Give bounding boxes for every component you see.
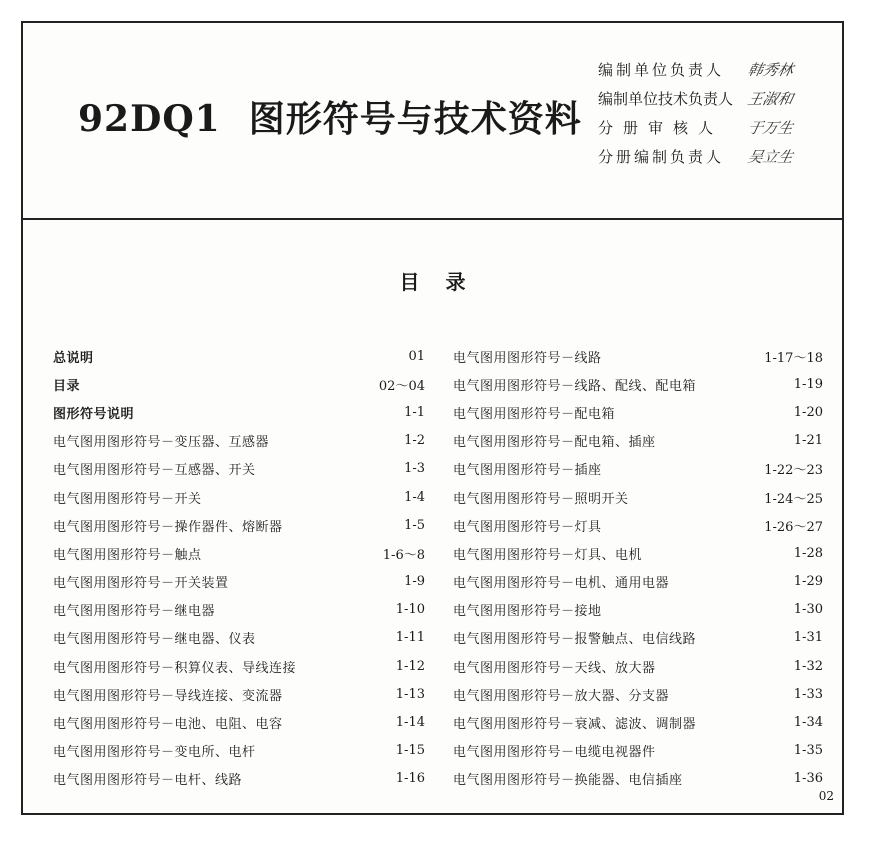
toc-entry-page: 1-28	[793, 545, 823, 561]
toc-entry-title: 电气图用图形符号－变压器、互感器	[53, 435, 270, 451]
toc-entry	[53, 511, 425, 539]
toc-entry-title: 电气图用图形符号－报警触点、电信线路	[453, 632, 697, 648]
toc-entry	[53, 568, 425, 596]
toc-entry-title: 电气图用图形符号－导线连接、变流器	[53, 688, 283, 704]
signer-role: 分册审核人	[598, 119, 724, 137]
signer-role: 编制单位技术负责人	[598, 90, 734, 108]
atlas-code: 92DQ1	[78, 98, 221, 140]
toc-entry-title: 电气图用图形符号－电机、通用电器	[453, 576, 670, 592]
toc-entry-page: 1-3	[404, 461, 425, 477]
toc-entry-title: 电气图用图形符号－积算仪表、导线连接	[53, 660, 297, 676]
toc-entry-page: 1-12	[395, 658, 425, 674]
toc-entry-title: 电气图用图形符号－线路	[453, 350, 602, 366]
toc-entry	[53, 342, 425, 370]
signer-row	[598, 84, 838, 113]
toc-entry	[453, 370, 823, 398]
toc-entry-page: 1-20	[793, 404, 823, 420]
toc-entry-page: 1-15	[395, 743, 425, 759]
toc-entry	[53, 652, 425, 680]
toc-entry-title: 电气图用图形符号－接地	[453, 604, 602, 620]
toc-entry-title: 电气图用图形符号－换能器、电信插座	[453, 773, 683, 789]
toc-entry	[453, 708, 823, 736]
toc-entry-title: 电气图用图形符号－变电所、电杆	[53, 745, 256, 761]
toc-entry	[453, 596, 823, 624]
title-block	[23, 23, 842, 220]
toc-entry	[453, 737, 823, 765]
toc-entry-page: 1-24～25	[764, 491, 823, 507]
toc-heading: 目录	[399, 270, 492, 294]
toc-entry-page: 1-35	[793, 743, 823, 759]
toc-entry-page: 01	[408, 348, 425, 364]
toc-entry	[453, 539, 823, 567]
toc-entry-page: 1-17～18	[764, 350, 823, 366]
toc-entry-title: 电气图用图形符号－天线、放大器	[453, 660, 656, 676]
signature: 吴立生	[745, 148, 795, 166]
toc-entry	[453, 342, 823, 370]
toc-entry-page: 1-6～8	[382, 547, 425, 563]
toc-entry	[53, 398, 425, 426]
toc-entry-page: 1-22～23	[764, 463, 823, 479]
toc-entry	[453, 483, 823, 511]
signer-role: 分册编制负责人	[598, 148, 725, 166]
toc-entry-title: 电气图用图形符号－继电器	[53, 604, 216, 620]
signature: 王淑和	[745, 90, 795, 108]
toc-entry-title: 电气图用图形符号－放大器、分支器	[453, 688, 670, 704]
atlas-title: 图形符号与技术资料	[248, 98, 582, 140]
toc-entry-title: 电气图用图形符号－电杆、线路	[53, 773, 243, 789]
toc-entry-page: 1-34	[793, 715, 823, 731]
toc-entry-title: 电气图用图形符号－开关装置	[53, 576, 229, 592]
toc-entry	[53, 427, 425, 455]
toc-entry-page: 1-30	[793, 602, 823, 618]
toc-entry	[53, 680, 425, 708]
document-page	[21, 21, 844, 815]
toc-entry-page: 1-11	[395, 630, 425, 646]
signature: 于万生	[745, 119, 795, 137]
toc-entry	[453, 427, 823, 455]
toc-entry-title: 电气图用图形符号－灯具	[453, 519, 602, 535]
toc-entry-page: 1-19	[793, 376, 823, 392]
toc-column-right	[453, 342, 823, 793]
toc-entry-title: 电气图用图形符号－灯具、电机	[453, 547, 643, 563]
toc-entry	[53, 737, 425, 765]
toc-entry-title: 电气图用图形符号－互感器、开关	[53, 463, 256, 479]
toc-entry	[453, 568, 823, 596]
toc-entry	[453, 765, 823, 793]
signer-row	[598, 55, 838, 84]
toc-entry-title: 电气图用图形符号－插座	[453, 463, 602, 479]
toc-entry	[453, 624, 823, 652]
signature: 韩秀林	[745, 61, 795, 79]
toc-entry-page: 1-31	[793, 630, 823, 646]
toc-entry	[453, 652, 823, 680]
toc-entry-page: 1-13	[395, 686, 425, 702]
toc-entry	[53, 483, 425, 511]
toc-entry-page: 1-2	[404, 433, 425, 449]
toc-entry-page: 1-33	[793, 686, 823, 702]
toc-entry-page: 1-14	[395, 715, 425, 731]
toc-entry-title: 电气图用图形符号－电缆电视器件	[453, 745, 656, 761]
toc-entry-title: 电气图用图形符号－电池、电阻、电容	[53, 717, 283, 733]
toc-entry	[453, 511, 823, 539]
toc-entry-title: 电气图用图形符号－照明开关	[453, 491, 629, 507]
signer-row	[598, 113, 838, 142]
document-title	[78, 91, 582, 142]
page-number: 02	[818, 789, 834, 803]
toc-entry	[53, 765, 425, 793]
toc-entry-title: 图形符号说明	[53, 406, 135, 422]
toc-entry-page: 1-36	[793, 771, 823, 787]
signers-list	[598, 55, 838, 171]
toc-column-left	[53, 342, 425, 793]
toc-entry-title: 电气图用图形符号－继电器、仪表	[53, 632, 256, 648]
toc-entry	[53, 539, 425, 567]
toc-entry-title: 电气图用图形符号－触点	[53, 547, 202, 563]
toc-entry	[53, 624, 425, 652]
toc-entry-title: 电气图用图形符号－操作器件、熔断器	[53, 519, 283, 535]
toc-entry-title: 电气图用图形符号－配电箱	[453, 406, 616, 422]
toc-entry-title: 目录	[53, 378, 81, 394]
toc-entry	[453, 398, 823, 426]
signer-role: 编制单位负责人	[598, 61, 725, 79]
toc-entry-page: 1-9	[404, 574, 425, 590]
toc-entry	[53, 455, 425, 483]
toc-entry-title: 总说明	[53, 350, 94, 366]
toc-entry	[53, 596, 425, 624]
toc-entry-page: 1-10	[395, 602, 425, 618]
toc-entry-page: 1-21	[793, 433, 823, 449]
toc-entry-page: 1-5	[404, 517, 425, 533]
toc-entry-title: 电气图用图形符号－开关	[53, 491, 202, 507]
signer-row	[598, 142, 838, 171]
toc-entry-page: 1-16	[395, 771, 425, 787]
toc-entry-page: 1-1	[404, 404, 425, 420]
toc-entry-page: 1-4	[404, 489, 425, 505]
toc-entry-title: 电气图用图形符号－衰减、滤波、调制器	[453, 717, 697, 733]
toc-entry-title: 电气图用图形符号－配电箱、插座	[453, 435, 656, 451]
toc-entry	[453, 455, 823, 483]
toc-entry	[53, 370, 425, 398]
toc-entry-page: 1-26～27	[764, 519, 823, 535]
toc-entry-page: 1-29	[793, 574, 823, 590]
toc-entry	[453, 680, 823, 708]
toc-entry	[53, 708, 425, 736]
toc-entry-page: 02～04	[378, 378, 425, 394]
toc-entry-title: 电气图用图形符号－线路、配线、配电箱	[453, 378, 697, 394]
toc-entry-page: 1-32	[793, 658, 823, 674]
